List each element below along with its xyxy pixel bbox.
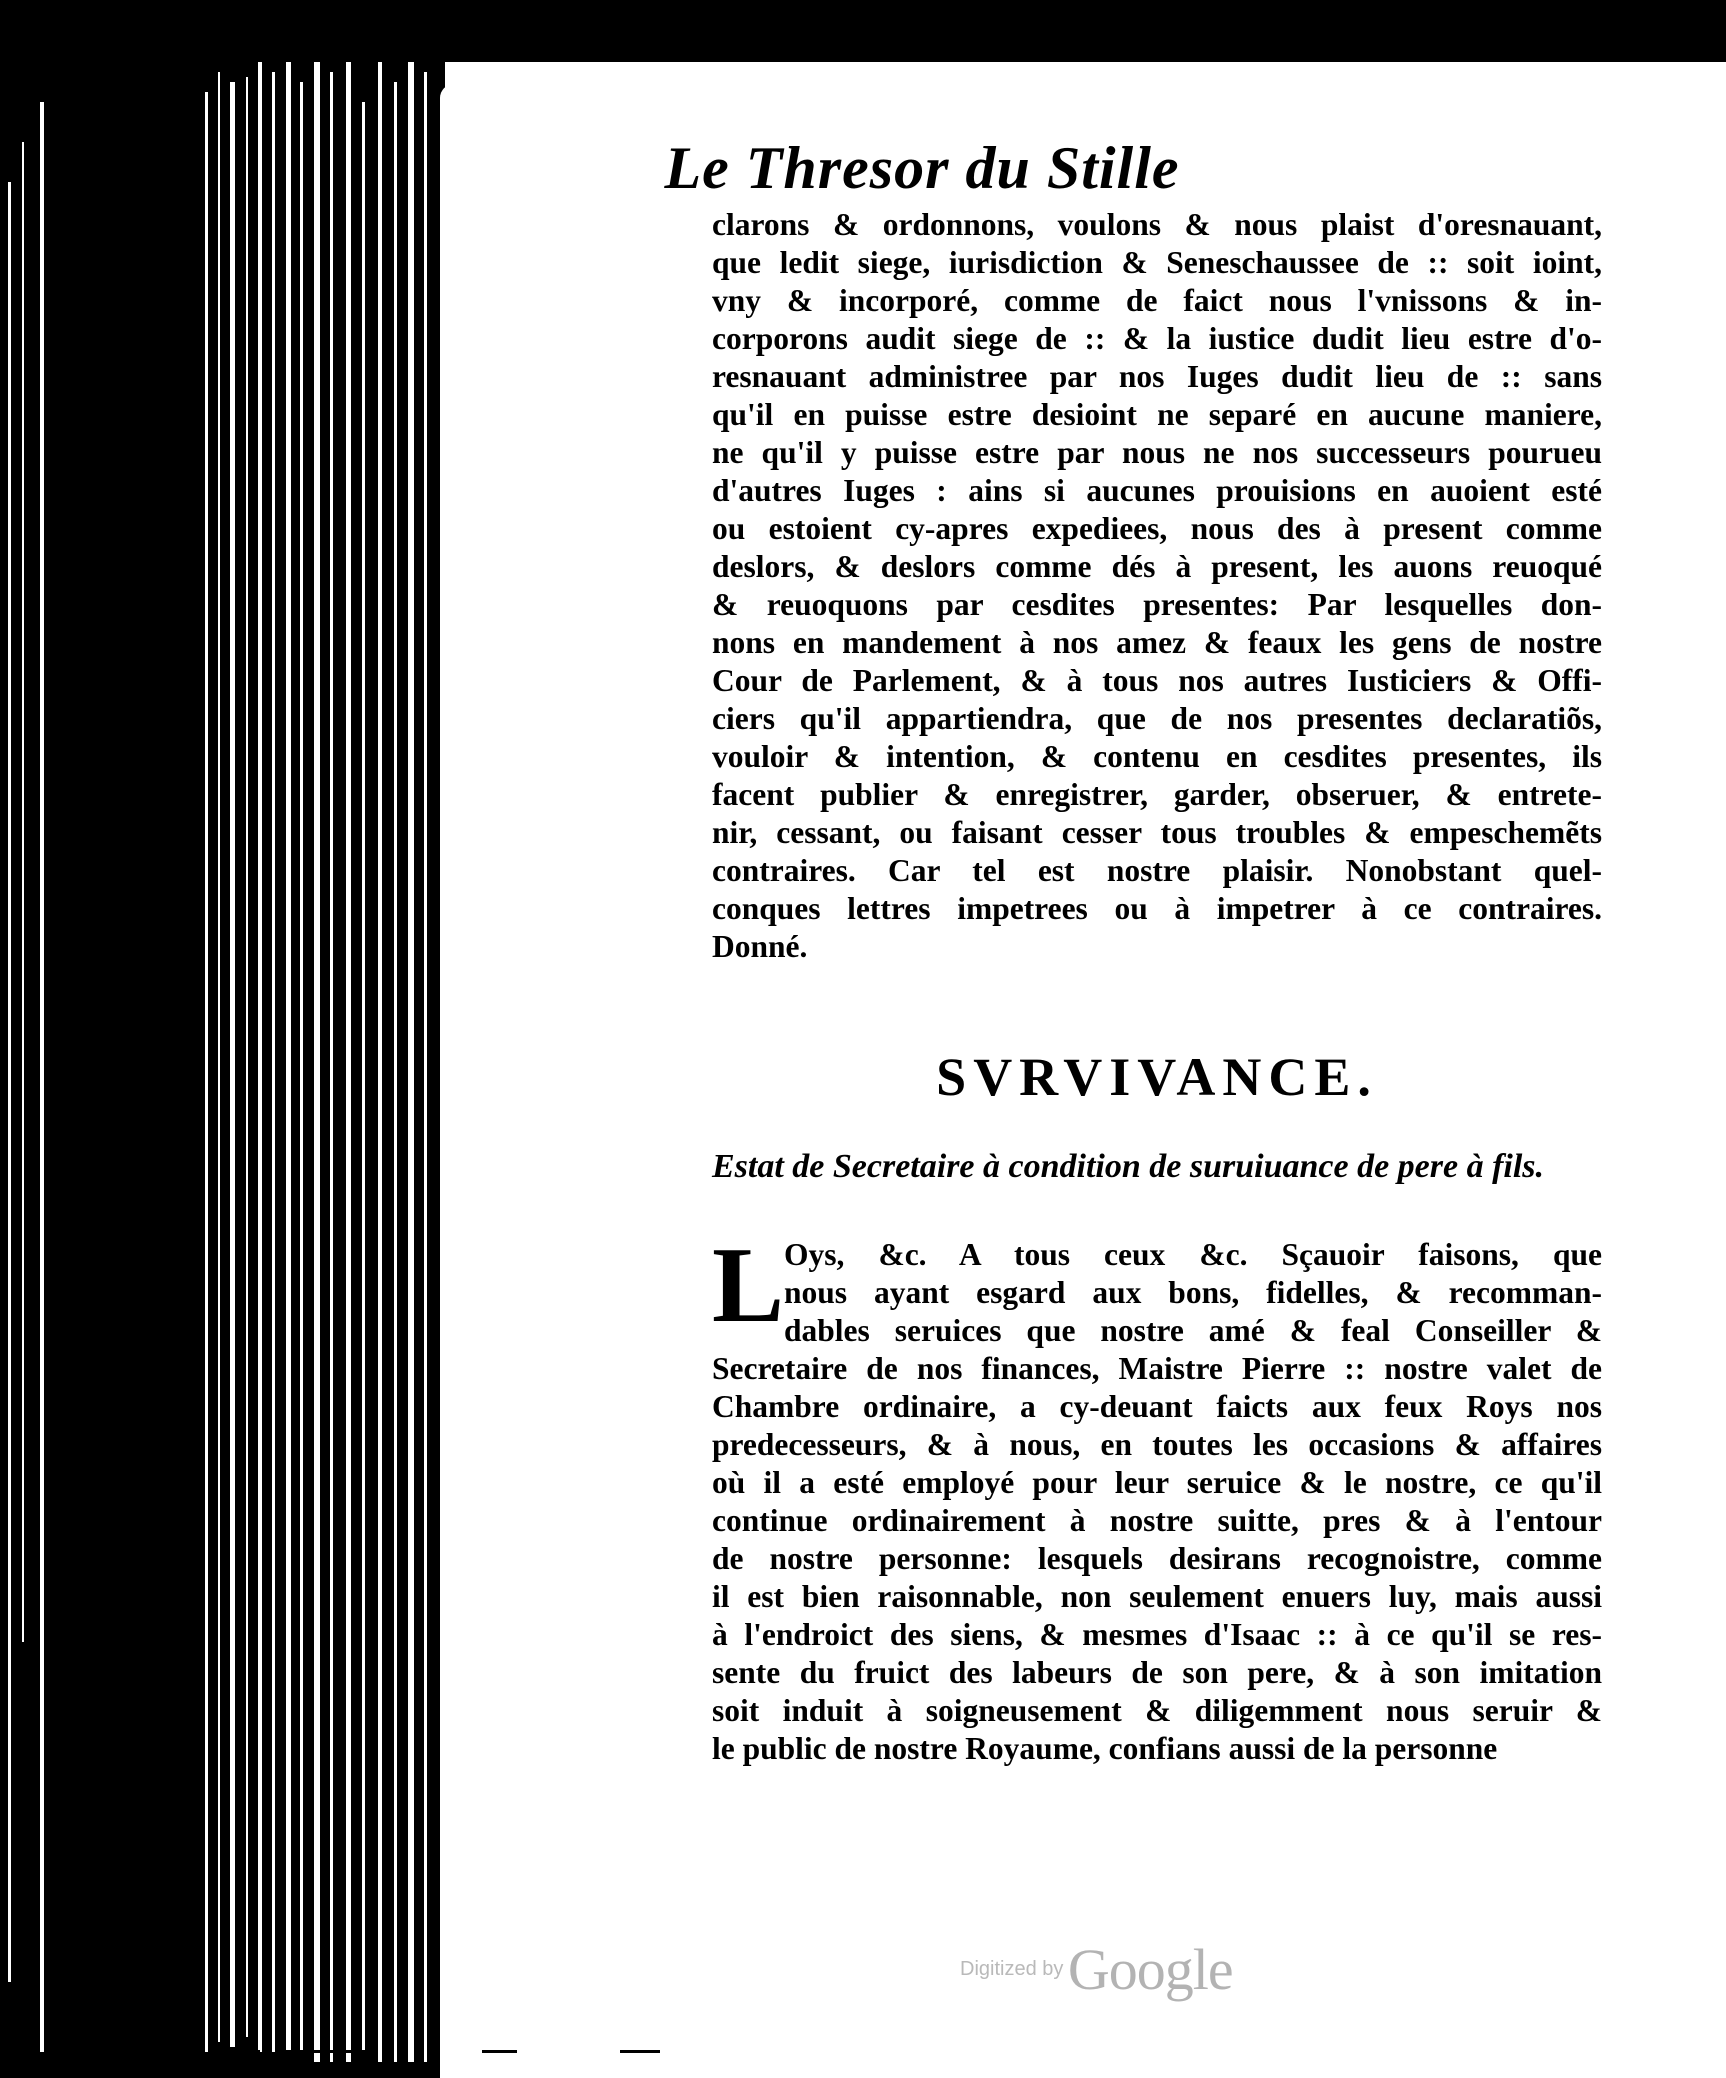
text-line: continue ordinairement à nostre suitte, pres & à l'entour: [712, 1503, 1602, 1538]
text-line: Donné.: [712, 929, 808, 964]
text-line: ou estoient cy-apres expediees, nous des à present comme: [712, 511, 1602, 546]
text-line: Chambre ordinaire, a cy-deuant faicts aux feux Roys nos: [712, 1389, 1602, 1424]
page-edge-streak: [258, 62, 262, 2052]
digitization-watermark: [960, 1936, 1380, 2003]
second-passage: [712, 1226, 1602, 1768]
page-edge-streak: [330, 72, 333, 2062]
text-line: & reuoquons par cesdites presentes: Par lesquelles don-: [712, 587, 1602, 622]
scan-mark: [620, 2050, 660, 2053]
page-edge-streak: [346, 62, 351, 2062]
page-edge-streak: [300, 82, 303, 2052]
page-edge-streak: [424, 72, 427, 2062]
text-line: resnauant administree par nos Iuges dudit lieu de :: sans: [712, 359, 1602, 394]
drop-cap: L: [712, 1226, 785, 1345]
text-line: où il a esté employé pour leur seruice & le nostre, ce qu'il: [712, 1465, 1602, 1500]
scan-mark: [275, 2050, 320, 2053]
text-line: Secretaire de nos finances, Maistre Pierre :: nostre valet de: [712, 1351, 1602, 1386]
text-line: le public de nostre Royaume, confians aussi de la personne: [712, 1731, 1498, 1766]
page-edge-streak: [272, 72, 275, 2052]
page-edge-streak: [362, 102, 365, 2052]
scan-mark: [210, 2050, 260, 2053]
watermark-brand-logo: Google: [1067, 1937, 1233, 2002]
running-title: Le Thresor du Stille: [664, 135, 1180, 201]
first-passage: [712, 206, 1602, 966]
text-line: ciers qu'il appartiendra, que de nos presentes declaratiõs,: [712, 701, 1602, 736]
page-edge-streak: [286, 62, 291, 2052]
page-edge-streak: [408, 62, 414, 2062]
text-line: nous ayant esgard aux bons, fidelles, & recomman-: [784, 1275, 1602, 1310]
text-line: il est bien raisonnable, non seulement enuers luy, mais aussi: [712, 1579, 1602, 1614]
page-edge-streak: [230, 82, 235, 2047]
text-line: d'autres Iuges : ains si aucunes prouisions en auoient esté: [712, 473, 1602, 508]
text-line: qu'il en puisse estre desioint ne separé en aucune maniere,: [712, 397, 1602, 432]
text-line: facent publier & enregistrer, garder, obseruer, & entrete-: [712, 777, 1602, 812]
text-line: Cour de Parlement, & à tous nos autres Iusticiers & Offi-: [712, 663, 1602, 698]
text-line: sente du fruict des labeurs de son pere, & à son imitation: [712, 1655, 1602, 1690]
text-line: predecesseurs, & à nous, en toutes les occasions & affaires: [712, 1427, 1602, 1462]
text-line: deslors, & deslors comme dés à present, les auons reuoqué: [712, 549, 1602, 584]
text-line: vouloir & intention, & contenu en cesdites presentes, ils: [712, 739, 1602, 774]
page-edge-streak: [314, 62, 320, 2062]
bottom-scan-marks: [210, 2050, 670, 2054]
text-line: que ledit siege, iurisdiction & Seneschaussee de :: soit ioint,: [712, 245, 1602, 280]
page-edge-streak: [8, 182, 11, 1982]
scan-top-border: [0, 0, 1726, 62]
scan-mark: [330, 2050, 375, 2053]
page-edge-streak: [22, 142, 24, 1642]
text-line: de nostre personne: lesquels desirans recognoistre, comme: [712, 1541, 1602, 1576]
section-heading: SVRVIVANCE.: [936, 1047, 1378, 1107]
page-edge-streak: [246, 77, 248, 2037]
page-edge-streak: [205, 92, 208, 2052]
text-line: Oys, &c. A tous ceux &c. Sçauoir faisons, que: [784, 1237, 1602, 1272]
text-line: ne qu'il y puisse estre par nous ne nos successeurs pourueu: [712, 435, 1602, 470]
scan-mark: [482, 2050, 517, 2053]
page-edge-streak: [378, 62, 382, 2062]
text-line: nir, cessant, ou faisant cesser tous troubles & empeschemẽts: [712, 815, 1602, 850]
section-subheading: Estat de Secretaire à condition de suruiuance de pere à fils.: [712, 1148, 1545, 1185]
page-edge-streak: [218, 72, 220, 2042]
book-fore-edge: [0, 62, 445, 2078]
page-edge-streak: [40, 102, 44, 2052]
text-line: dables seruices que nostre amé & feal Conseiller &: [784, 1313, 1602, 1348]
text-line: contraires. Car tel est nostre plaisir. Nonobstant quel-: [712, 853, 1602, 888]
fore-edge-texture: [0, 62, 445, 2078]
text-line: vny & incorporé, comme de faict nous l'vnissons & in-: [712, 283, 1602, 318]
text-line: soit induit à soigneusement & diligemment nous seruir &: [712, 1693, 1602, 1728]
text-line: clarons & ordonnons, voulons & nous plaist d'oresnauant,: [712, 207, 1602, 242]
text-line: conques lettres impetrees ou à impetrer à ce contraires.: [712, 891, 1602, 926]
watermark-prefix: Digitized by: [960, 1958, 1064, 1980]
page-edge-streak: [394, 82, 397, 2062]
text-line: nons en mandement à nos amez & feaux les gens de nostre: [712, 625, 1602, 660]
text-line: corporons audit siege de :: & la iustice dudit lieu estre d'o-: [712, 321, 1602, 356]
text-line: à l'endroict des siens, & mesmes d'Isaac :: à ce qu'il se res-: [712, 1617, 1602, 1652]
